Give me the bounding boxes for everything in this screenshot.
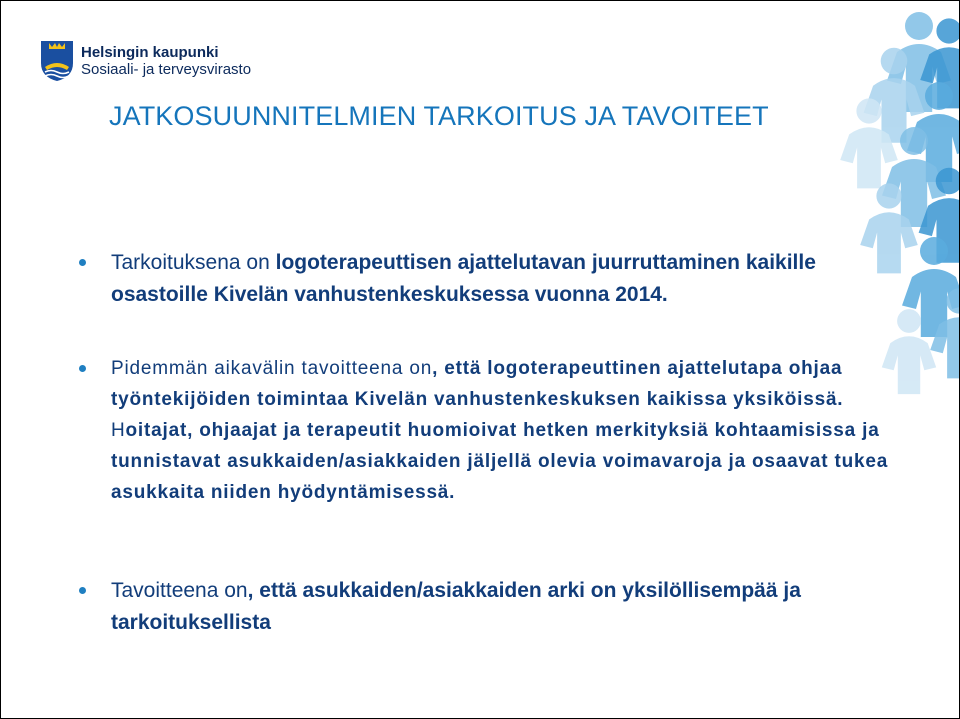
bullet-2-segment-1: Pidemmän aikavälin tavoitteena on (111, 358, 433, 379)
logo-department-name: Sosiaali- ja terveysvirasto (81, 61, 252, 78)
bullet-2-segment-4: oitajat, ohjaajat ja terapeutit huomioivat hetken merkityksiä kohtaamisissa ja tunnistavat asukkaiden/asiakkaiden jäljellä olevia voimavaroja ja osaavat tukea asukkaita niiden hyödyntämisessä. (111, 420, 889, 503)
slide-title: JATKOSUUNNITELMIEN TARKOITUS JA TAVOITEET (109, 101, 769, 131)
bullet-text (111, 353, 901, 508)
bullet-2-segment-2: , että logoterapeuttinen ajattelutapa ohjaa työntekijöiden toimintaa Kivelän vanhustenkeskuksen kaikissa yksiköissä. (111, 358, 844, 410)
bullet-1-segment-2: logoterapeuttisen ajattelutavan juurruttaminen kaikille osastoille Kivelän vanhustenkeskuksessa vuonna 2014. (111, 251, 816, 306)
bullet-2-segment-3: H (111, 420, 126, 441)
bullet-text (111, 575, 891, 639)
bullet-3-segment-1: Tavoitteena on (111, 579, 248, 602)
organization-logo (39, 39, 251, 83)
bullet-1-segment-1: Tarkoituksena on (111, 251, 276, 274)
bullet-dot-icon (79, 259, 86, 266)
logo-city-name: Helsingin kaupunki (81, 43, 219, 61)
bullet-text (111, 247, 891, 311)
bullet-dot-icon (79, 365, 86, 372)
bullet-dot-icon (79, 587, 86, 594)
helsinki-crest-icon (39, 39, 75, 83)
bullet-3-segment-2: , että asukkaiden/asiakkaiden arki on yksilöllisempää ja tarkoituksellista (111, 579, 801, 634)
